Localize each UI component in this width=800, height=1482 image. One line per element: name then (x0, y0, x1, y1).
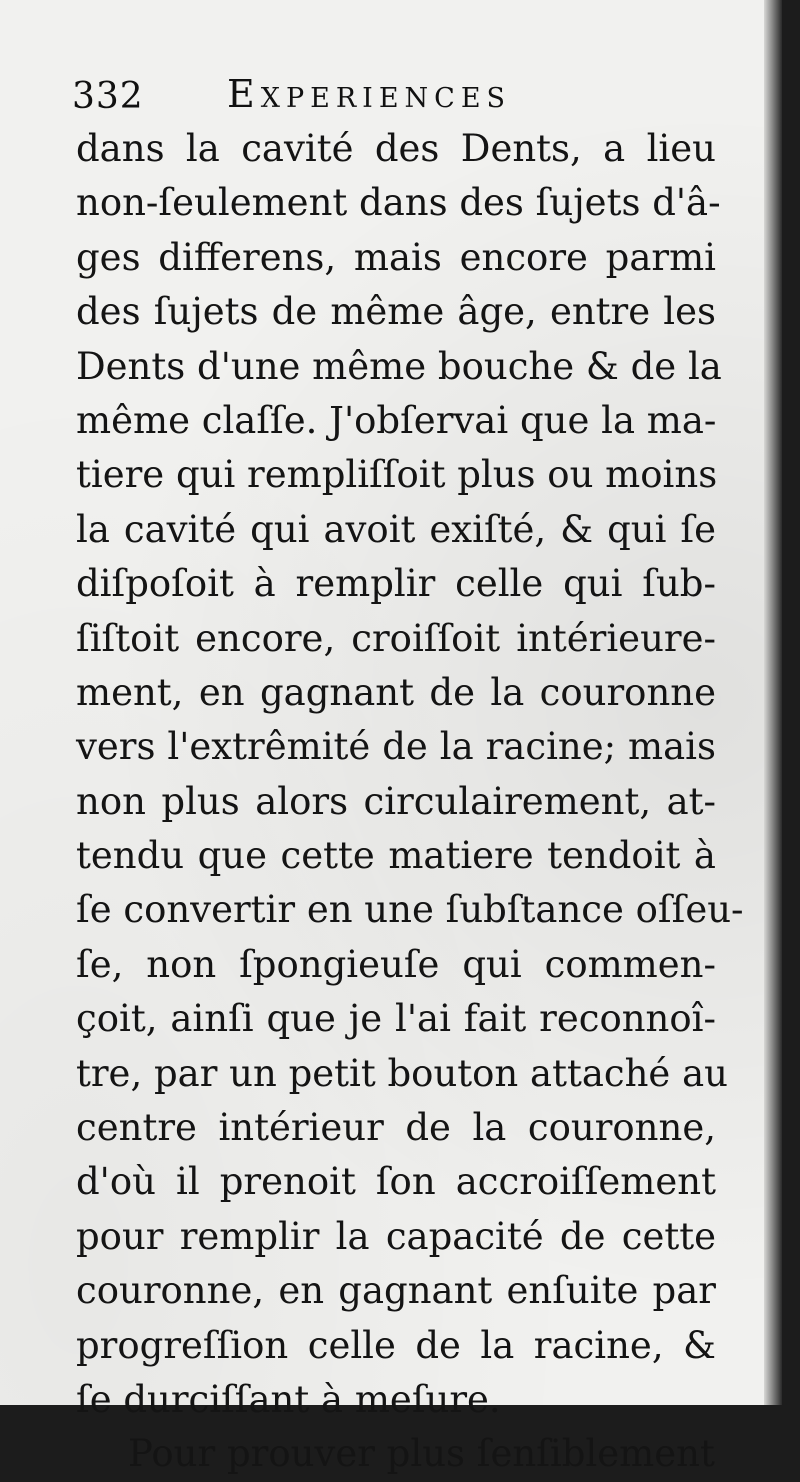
page-header (72, 72, 692, 122)
text-line: ges differens, mais encore parmi (76, 235, 716, 279)
text-line: pour remplir la capacité de cette (76, 1214, 716, 1258)
text-line: des ſujets de même âge, entre les (76, 290, 716, 334)
text-line: tendu que cette matiere tendoit à (76, 834, 716, 878)
text-line: ſe convertir en une ſubſtance oſſeu- (76, 888, 744, 932)
text-line: non-ſeulement dans des ſujets d'â- (76, 181, 721, 225)
text-line: non plus alors circulairement, at- (76, 779, 716, 823)
text-line: ſiſtoit encore, croiſſoit intérieure- (76, 616, 716, 660)
paragraph-start-line: Pour prouver plus ſenſiblement (128, 1432, 715, 1476)
body-text (76, 122, 744, 1482)
text-line: dans la cavité des Dents, a lieu (76, 127, 716, 170)
text-line: ſe, non ſpongieuſe qui commen- (76, 942, 716, 986)
text-line: Dents d'une même bouche & de la (76, 344, 722, 388)
running-title: Experiences (227, 72, 512, 116)
text-line: diſpoſoit à remplir celle qui ſub- (76, 562, 716, 606)
page-number: 332 (72, 76, 144, 117)
paragraph-end-line: ſe durciſſant à meſure. (76, 1377, 501, 1421)
text-line: vers l'extrêmité de la racine; mais (76, 725, 716, 769)
text-line: la cavité qui avoit exiſté, & qui ſe (76, 507, 716, 551)
text-line: d'où il prenoit ſon accroiſſement (76, 1160, 716, 1204)
text-line: çoit, ainſi que je l'ai fait reconnoî- (76, 997, 716, 1041)
text-line: couronne, en gagnant enſuite par (76, 1269, 716, 1313)
text-line: tiere qui rempliſſoit plus ou moins (76, 453, 718, 497)
text-line: centre intérieur de la couronne, (76, 1106, 716, 1150)
text-line: ment, en gagnant de la couronne (76, 670, 716, 714)
text-line: tre, par un petit bouton attaché au (76, 1051, 728, 1095)
text-line: progreſſion celle de la racine, & (76, 1323, 716, 1367)
page-gutter-shadow (764, 0, 782, 1405)
text-line: même claſſe. J'obſervai que la ma- (76, 398, 717, 442)
